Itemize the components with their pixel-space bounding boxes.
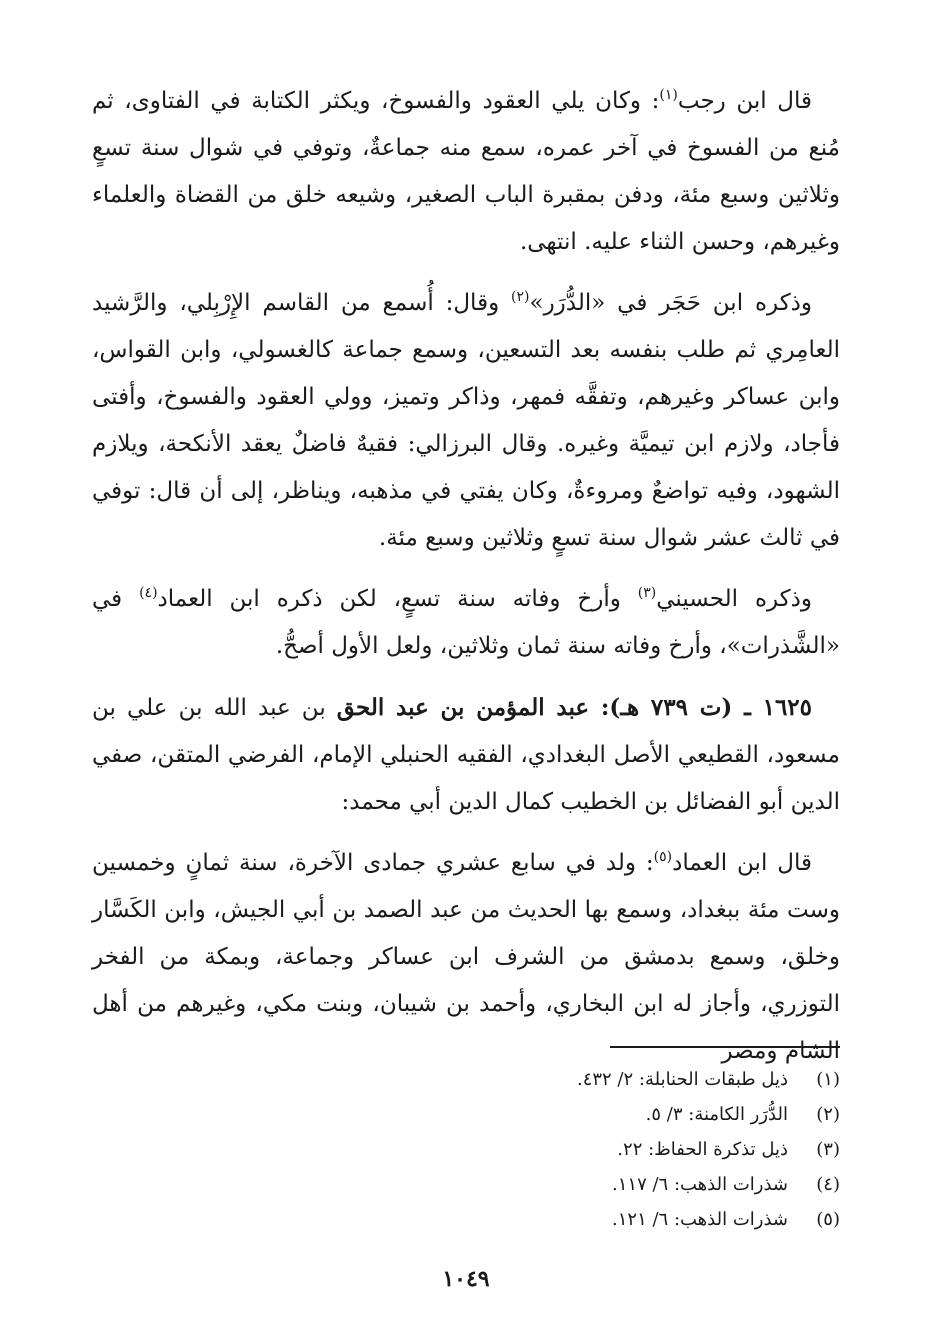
footnote <box>92 1062 840 1097</box>
body-text <box>92 78 840 1075</box>
footnote-text: ذيل تذكرة الحفاظ: ٢٢. <box>617 1139 788 1160</box>
footnote-separator <box>610 1046 840 1048</box>
footnote-number: (٤) <box>816 1174 840 1195</box>
footnote-number: (٢) <box>816 1104 840 1125</box>
footnote-marker[interactable]: (١) <box>659 87 678 103</box>
footnote-number: (٥) <box>816 1209 840 1230</box>
paragraph <box>92 684 840 826</box>
footnote <box>92 1132 840 1167</box>
footnote-number: (٣) <box>816 1139 840 1160</box>
text-segment: وذكره ابن حَجَر في «الدُّرَر» <box>529 290 812 316</box>
footnote-text: شذرات الذهب: ٦/ ١٢١. <box>612 1209 788 1230</box>
text-segment: قال ابن العماد <box>672 850 812 876</box>
text-segment: : وكان يلي العقود والفسوخ، ويكثر الكتابة في الفتاوى، ثم مُنع من الفسوخ في آخر عمره، سمع منه جماعةٌ، وتوفي في شوال سنة تسعٍ وثلاثين وسبع مئة، ودفن بمقبرة الباب الصغير، وشيعه خلق من القضاة والعلماء وغيرهم، وحسن الثناء عليه. انتهى. <box>92 88 840 255</box>
paragraph <box>92 78 840 266</box>
text-segment: وذكره الحسيني <box>656 586 812 612</box>
text-segment: وأرخ وفاته سنة تسعٍ، لكن ذكره ابن العماد <box>157 586 638 612</box>
page-number: ١٠٤٩ <box>442 1266 490 1292</box>
footnote-marker[interactable]: (٢) <box>511 289 530 305</box>
footnote-text: شذرات الذهب: ٦/ ١١٧. <box>612 1174 788 1195</box>
footnote-marker[interactable]: (٣) <box>637 585 657 601</box>
text-segment: بن عبد الله بن علي بن مسعود، القطيعي الأصل البغدادي، الفقيه الحنبلي الإمام، الفرضي المتقن، صفي الدين أبو الفضائل بن الخطيب كمال الدين أبي محمد: <box>92 695 840 815</box>
footnote-text: الدُّرَر الكامنة: ٣/ ٥. <box>645 1104 788 1125</box>
footnote-marker[interactable]: (٥) <box>653 849 673 865</box>
text-segment: وقال: أُسمع من القاسم الإِرْبِلي، والرَّشيد العامِري ثم طلب بنفسه بعد التسعين، وسمع جماعة كالغسولي، وابن القواس، وابن عساكر وغيرهم، وتفقَّه فمهر، وذاكر وتميز، وولي العقود والفسوخ، وأفتى فأجاد، ولازم ابن تيميَّة وغيره. وقال البرزالي: فقيهٌ فاضلٌ يعقد الأنكحة، ويلازم الشهود، وفيه تواضعٌ ومروءةٌ، وكان يفتي في مذهبه، ويناظر، إلى أن قال: توفي في ثالث عشر شوال سنة تسعٍ وثلاثين وسبع مئة. <box>92 290 840 551</box>
footnotes-list <box>92 1062 840 1237</box>
footnote-number: (١) <box>816 1069 840 1090</box>
footnote <box>92 1167 840 1202</box>
text-segment: قال ابن رجب <box>677 88 813 114</box>
footnote-text: ذيل طبقات الحنابلة: ٢/ ٤٣٢. <box>576 1069 788 1090</box>
text-segment: : ولد في سابع عشري جمادى الآخرة، سنة ثمانٍ وخمسين وست مئة ببغداد، وسمع بها الحديث من عبد الصمد بن أبي الجيش، وابن الكَسَّار وخلق، وسمع بدمشق من الشرف ابن عساكر وجماعة، وبمكة من الفخر التوزري، وأجاز له ابن البخاري، وأحمد بن شيبان، وبنت مكي، وغيرهم من أهل الشام ومصر <box>92 850 840 1064</box>
paragraph <box>92 576 840 670</box>
text-segment: في «الشَّذرات»، وأرخ وفاته سنة ثمان وثلاثين، ولعل الأول أصحُّ. <box>92 586 840 659</box>
paragraph <box>92 840 840 1075</box>
footnote <box>92 1097 840 1132</box>
footnote-marker[interactable]: (٤) <box>139 585 158 601</box>
paragraph <box>92 280 840 562</box>
footnote <box>92 1202 840 1237</box>
entry-heading: ١٦٢٥ ـ (ت ٧٣٩ هـ): عبد المؤمن بن عبد الحق <box>336 694 813 721</box>
